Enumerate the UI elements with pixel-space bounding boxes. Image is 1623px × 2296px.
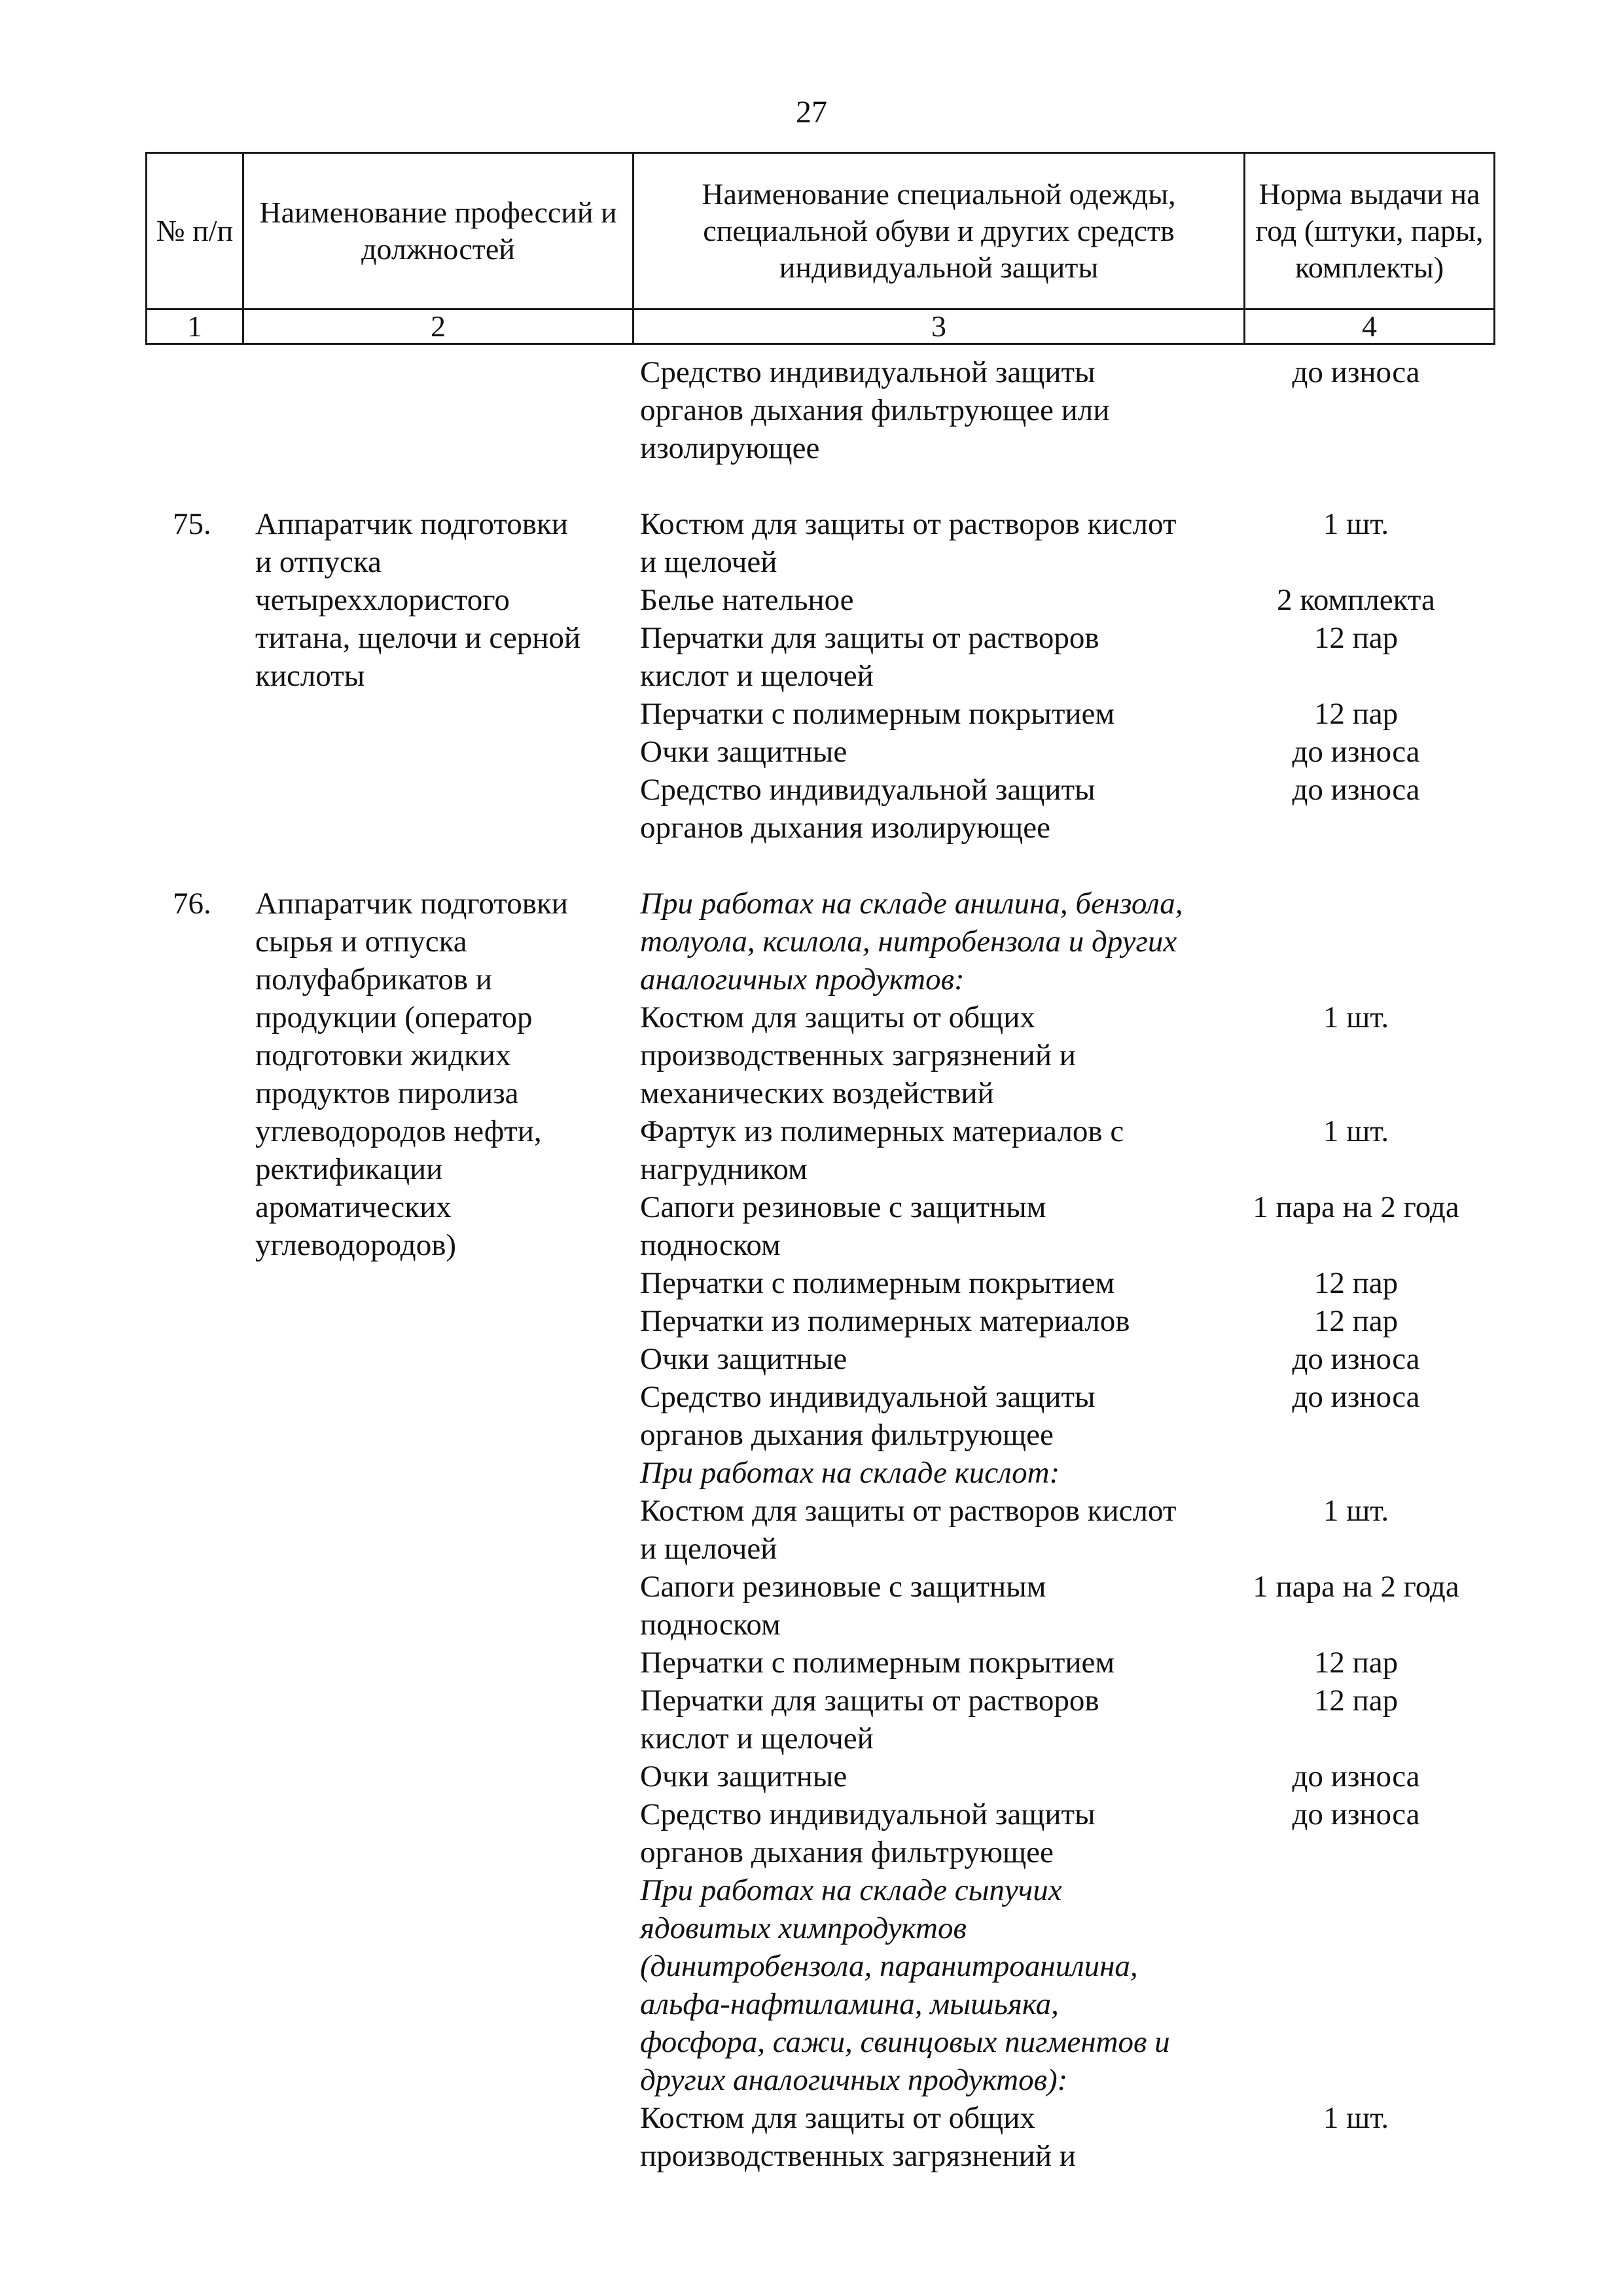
- item-norm: до износа: [1292, 1380, 1420, 1414]
- item-norm: до износа: [1292, 735, 1420, 769]
- item-name: Белье нательное: [640, 583, 854, 617]
- item-name: и щелочей: [640, 1532, 777, 1566]
- section-heading: При работах на складе сыпучих: [640, 1873, 1062, 1907]
- item-name: подноском: [640, 1228, 781, 1262]
- item-name: Фартук из полимерных материалов с: [640, 1114, 1124, 1148]
- table-row-76: [145, 885, 1493, 2175]
- item-norm: 1 шт.: [1323, 507, 1389, 541]
- header-col-protective-means: Наименование специальной одежды, специальной обуви и других средств индивидуальной защиты: [633, 153, 1245, 309]
- header-num-4: 4: [1245, 309, 1495, 344]
- item-name: Средство индивидуальной защиты: [640, 355, 1096, 389]
- item-norm: до износа: [1292, 1797, 1420, 1831]
- item-name: Сапоги резиновые с защитным: [640, 1190, 1046, 1224]
- item-name: Очки защитные: [640, 735, 847, 769]
- item-name: Очки защитные: [640, 1759, 847, 1793]
- profession-name: Аппаратчик подготовки: [255, 887, 568, 921]
- table-row-continued: [145, 353, 1493, 467]
- item-name: кислот и щелочей: [640, 659, 874, 693]
- item-norm: 12 пар: [1313, 1646, 1399, 1680]
- section-heading: аналогичных продуктов:: [640, 963, 965, 997]
- section-heading: альфа-нафтиламина, мышьяка,: [640, 1987, 1059, 2021]
- section-heading: При работах на складе анилина, бензола,: [640, 887, 1183, 921]
- item-name: изолирующее: [640, 431, 820, 465]
- section-heading: ядовитых химпродуктов: [640, 1911, 967, 1945]
- header-num-2: 2: [243, 309, 633, 344]
- profession-name: и отпуска: [255, 545, 382, 579]
- profession-name: кислоты: [255, 659, 365, 693]
- profession-name: полуфабрикатов и: [255, 963, 492, 997]
- profession-name: Аппаратчик подготовки: [255, 507, 568, 541]
- item-norm: до износа: [1292, 1342, 1420, 1376]
- profession-name: сырья и отпуска: [255, 925, 467, 959]
- section-heading: (динитробензола, паранитроанилина,: [640, 1949, 1138, 1983]
- item-norm: 12 пар: [1313, 697, 1399, 731]
- item-name: Перчатки с полимерным покрытием: [640, 1646, 1115, 1680]
- item-name: Перчатки с полимерным покрытием: [640, 1266, 1115, 1300]
- profession-name: углеводородов): [255, 1228, 457, 1262]
- item-name: производственных загрязнений и: [640, 2139, 1076, 2173]
- item-norm: 1 шт.: [1323, 1114, 1389, 1148]
- item-name: Средство индивидуальной защиты: [640, 1797, 1096, 1831]
- profession-name: продукции (оператор: [255, 1000, 533, 1034]
- page-number: 27: [796, 95, 827, 130]
- header-col-profession: Наименование профессий и должностей: [243, 153, 633, 309]
- row-number: 76.: [173, 887, 211, 921]
- item-name: Костюм для защиты от растворов кислот: [640, 1494, 1177, 1528]
- item-norm: 1 пара на 2 года: [1253, 1190, 1459, 1224]
- item-name: Средство индивидуальной защиты: [640, 773, 1096, 807]
- item-norm: до износа: [1292, 1759, 1420, 1793]
- item-name: подноском: [640, 1608, 781, 1642]
- header-num-1: 1: [147, 309, 243, 344]
- profession-name: ректификации: [255, 1152, 443, 1186]
- section-heading: фосфора, сажи, свинцовых пигментов и: [640, 2025, 1170, 2059]
- item-norm: 12 пар: [1313, 621, 1399, 655]
- item-name: органов дыхания фильтрующее: [640, 1835, 1054, 1869]
- section-heading: При работах на складе кислот:: [640, 1456, 1060, 1490]
- item-name: производственных загрязнений и: [640, 1038, 1076, 1072]
- section-heading: толуола, ксилола, нитробензола и других: [640, 925, 1177, 959]
- header-col-issue-norm: Норма выдачи на год (штуки, пары, комплекты): [1245, 153, 1495, 309]
- item-norm: 12 пар: [1313, 1266, 1399, 1300]
- item-name: Костюм для защиты от растворов кислот: [640, 507, 1177, 541]
- profession-name: четыреххлористого: [255, 583, 510, 617]
- item-name: органов дыхания фильтрующее: [640, 1418, 1054, 1452]
- row-number: 75.: [173, 507, 211, 541]
- item-norm: 12 пар: [1313, 1304, 1399, 1338]
- item-name: органов дыхания фильтрующее или: [640, 393, 1110, 427]
- item-norm: 12 пар: [1313, 1684, 1399, 1718]
- item-name: органов дыхания изолирующее: [640, 811, 1050, 845]
- item-name: Очки защитные: [640, 1342, 847, 1376]
- item-norm: до износа: [1292, 773, 1420, 807]
- table-header: [145, 152, 1495, 345]
- item-norm: до износа: [1292, 355, 1420, 389]
- profession-name: подготовки жидких: [255, 1038, 511, 1072]
- item-norm: 1 шт.: [1323, 1494, 1389, 1528]
- item-name: Перчатки для защиты от растворов: [640, 1684, 1099, 1718]
- table-row-75: [145, 505, 1493, 847]
- profession-name: титана, щелочи и серной: [255, 621, 581, 655]
- item-name: Перчатки для защиты от растворов: [640, 621, 1099, 655]
- item-norm: 1 пара на 2 года: [1253, 1570, 1459, 1604]
- item-name: Средство индивидуальной защиты: [640, 1380, 1096, 1414]
- item-name: Перчатки с полимерным покрытием: [640, 697, 1115, 731]
- item-name: Перчатки из полимерных материалов: [640, 1304, 1130, 1338]
- item-name: кислот и щелочей: [640, 1722, 874, 1756]
- item-name: и щелочей: [640, 545, 777, 579]
- item-name: механических воздействий: [640, 1076, 994, 1110]
- profession-name: продуктов пиролиза: [255, 1076, 519, 1110]
- item-norm: 1 шт.: [1323, 2101, 1389, 2135]
- header-num-3: 3: [633, 309, 1245, 344]
- item-name: нагрудником: [640, 1152, 808, 1186]
- section-heading: других аналогичных продуктов):: [640, 2063, 1068, 2097]
- header-col-number: № п/п: [147, 153, 243, 309]
- profession-name: углеводородов нефти,: [255, 1114, 542, 1148]
- item-norm: 1 шт.: [1323, 1000, 1389, 1034]
- table-body: [145, 353, 1493, 2175]
- profession-name: ароматических: [255, 1190, 452, 1224]
- item-name: Сапоги резиновые с защитным: [640, 1570, 1046, 1604]
- item-norm: 2 комплекта: [1277, 583, 1435, 617]
- item-name: Костюм для защиты от общих: [640, 1000, 1035, 1034]
- item-name: Костюм для защиты от общих: [640, 2101, 1035, 2135]
